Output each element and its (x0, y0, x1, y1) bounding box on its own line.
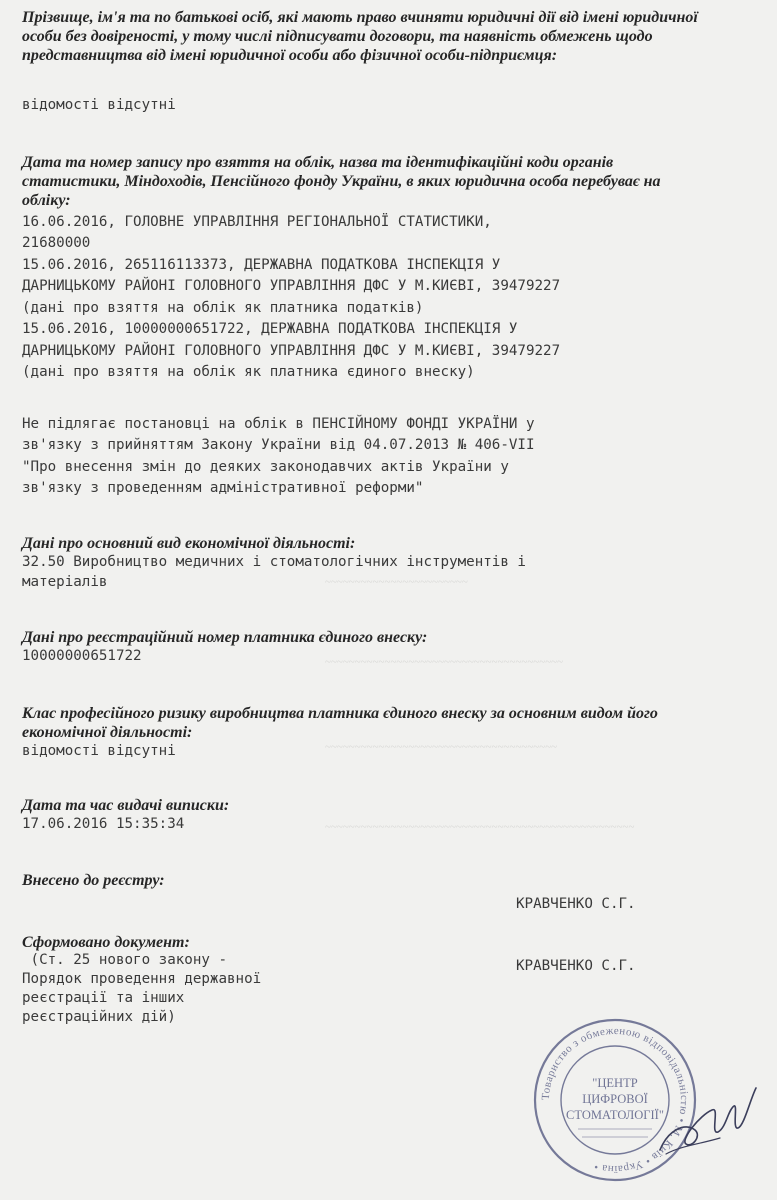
registration-line: 15.06.2016, 265116113373, ДЕРЖАВНА ПОДАТКОВА ІНСПЕКЦІЯ У (22, 257, 501, 273)
registration-line: (дані про взяття на облік як платника податків) (22, 300, 424, 316)
formed-by-line: реєстрації та інших (22, 990, 185, 1006)
activity-line: 32.50 Виробництво медичних і стоматологічних інструментів і (22, 554, 526, 570)
bleed-through-text: ~~~~~~~~~~~~~~~~~~~~~~~~~~~~~~~~~~~~~~~~~~~~~~~~~~~~ (325, 821, 635, 833)
issue-date-value: 17.06.2016 15:35:34 (22, 816, 185, 832)
bleed-through-text: ~~~~~~~~~~~~~~~~~~~~~~~~~~~~~~~~~~~~~~~~ (325, 656, 564, 668)
registration-line: 16.06.2016, ГОЛОВНЕ УПРАВЛІННЯ РЕГІОНАЛЬНОЇ СТАТИСТИКИ, (22, 214, 492, 230)
activity-line: матеріалів (22, 574, 108, 590)
stamp-ring-text: Товариство з обмеженою відповідальністю • М. Київ • Україна • (539, 1024, 691, 1176)
handwritten-signature (640, 1080, 760, 1170)
formed-by-line: Порядок проведення державної (22, 971, 262, 987)
registration-header: Дата та номер запису про взяття на облік, назва та ідентифікаційні коди органів статистики, Міндоходів, Пенсійного фонду України, в яких юридична особа перебуває на обліку: (22, 154, 661, 209)
risk-class-header: Клас професійного ризику виробництва платника єдиного внеску за основним видом його економічної діяльності: (22, 705, 658, 741)
registration-line: 15.06.2016, 10000000651722, ДЕРЖАВНА ПОДАТКОВА ІНСПЕКЦІЯ У (22, 321, 518, 337)
formed-by-name: КРАВЧЕНКО С.Г. (516, 958, 636, 974)
payer-number-value: 10000000651722 (22, 648, 142, 664)
registration-line: ДАРНИЦЬКОМУ РАЙОНІ ГОЛОВНОГО УПРАВЛІННЯ ДФС У М.КИЄВІ, 39479227 (22, 278, 561, 294)
registration-line: (дані про взяття на облік як платника єдиного внеску) (22, 364, 475, 380)
signatories-value: відомості відсутні (22, 97, 176, 113)
registration-line: ДАРНИЦЬКОМУ РАЙОНІ ГОЛОВНОГО УПРАВЛІННЯ ДФС У М.КИЄВІ, 39479227 (22, 343, 561, 359)
signatories-header: Прізвище, ім'я та по батькові осіб, які мають право вчиняти юридичні дії від імені юридичної особи без довіреності, у тому числі підписувати договори, та наявність обмежень щодо представництва від імені юридичної особи або фізичної особи-підприємця: (22, 9, 698, 64)
formed-by-header: Сформовано документ: (22, 934, 190, 951)
formed-by-line: реєстраційних дій) (22, 1009, 176, 1025)
registration-line: 21680000 (22, 235, 91, 251)
activity-header: Дані про основний вид економічної діяльності: (22, 535, 356, 552)
stamp-line: СТОМАТОЛОГІЇ" (566, 1108, 664, 1122)
stamp-line: "ЦЕНТР (592, 1076, 638, 1090)
issue-date-header: Дата та час видачі виписки: (22, 797, 230, 814)
payer-number-header: Дані про реєстраційний номер платника єдиного внеску: (22, 629, 428, 646)
registered-by-name: КРАВЧЕНКО С.Г. (516, 896, 636, 912)
registered-by-header: Внесено до реєстру: (22, 872, 165, 889)
stamp-line: ЦИФРОВОЇ (582, 1092, 648, 1106)
pension-line: Не підлягає постановці на облік в ПЕНСІЙНОМУ ФОНДІ УКРАЇНИ у (22, 416, 535, 432)
risk-class-value: відомості відсутні (22, 743, 176, 759)
pension-line: "Про внесення змін до деяких законодавчих актів України у (22, 459, 509, 475)
pension-line: зв'язку з прийняттям Закону України від 04.07.2013 № 406-VII (22, 437, 535, 453)
pension-line: зв'язку з проведенням адміністративної реформи" (22, 480, 424, 496)
bleed-through-text: ~~~~~~~~~~~~~~~~~~~~~~~~~~~~~~~~~~~~~~~ (325, 741, 558, 753)
formed-by-line: (Ст. 25 нового закону - (22, 952, 227, 968)
bleed-through-text: ~~~~~~~~~~~~~~~~~~~~~~~~ (325, 576, 468, 588)
